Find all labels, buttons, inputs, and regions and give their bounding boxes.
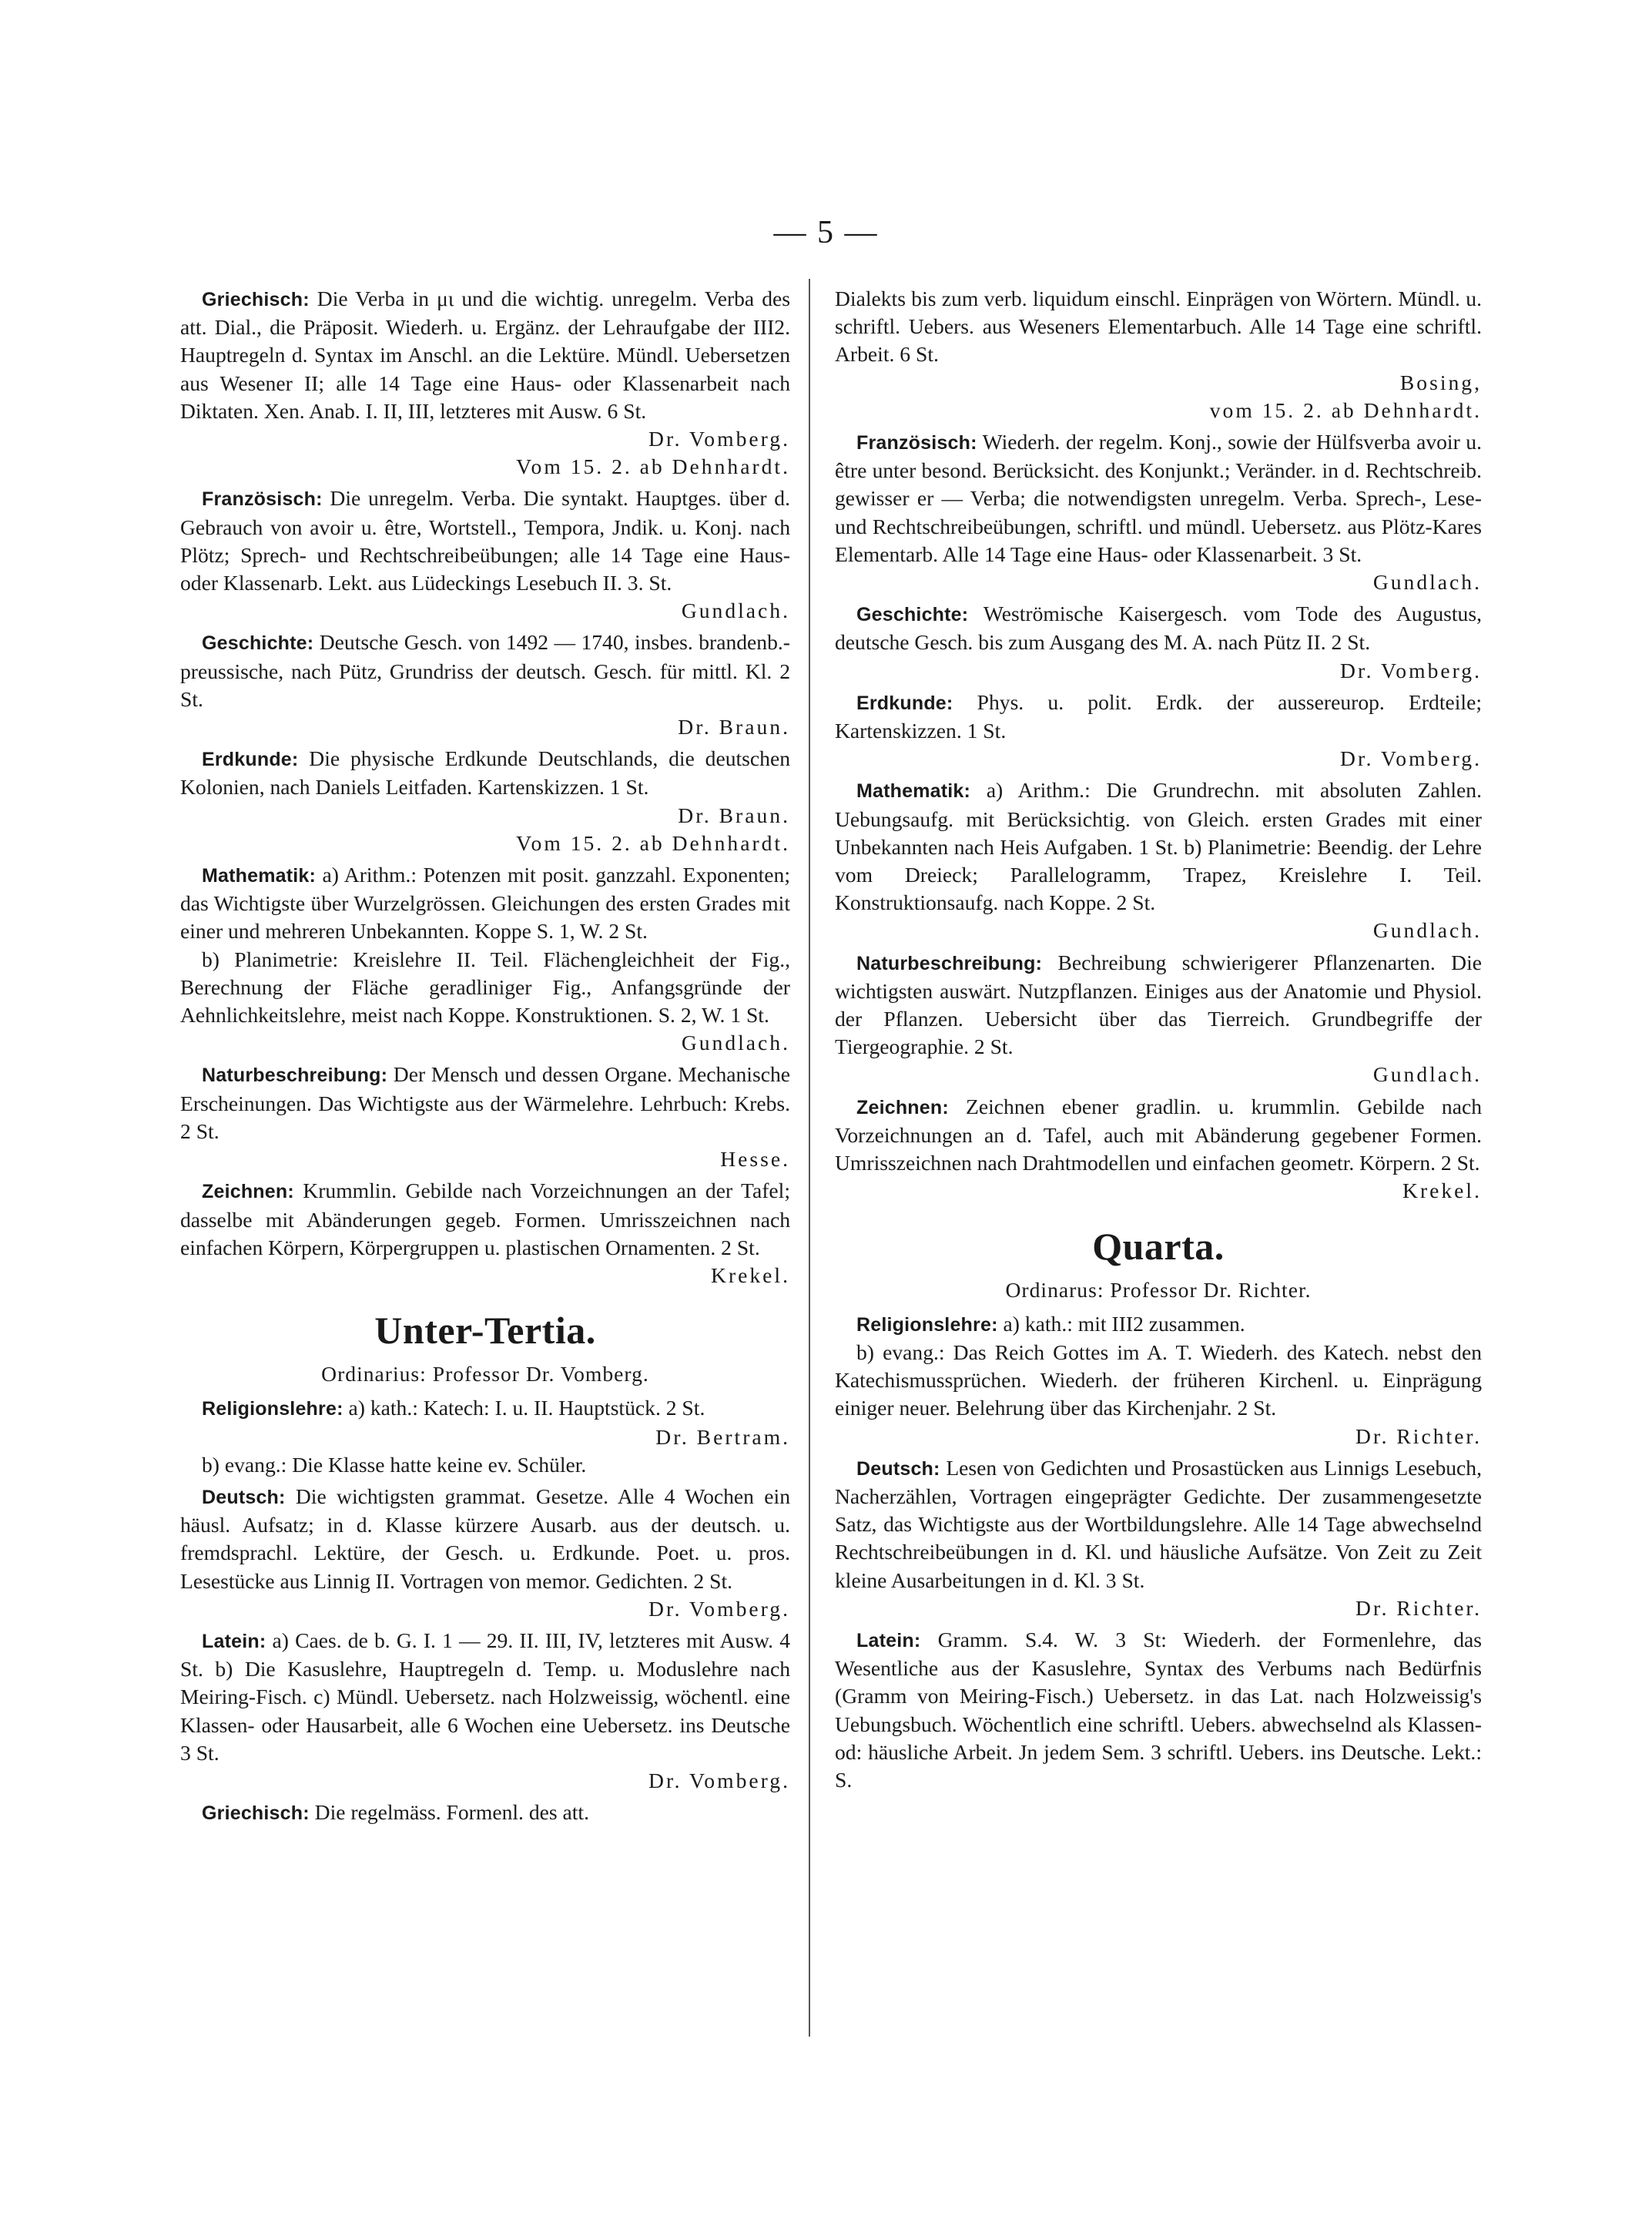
section-text: Bechreibung schwierigerer Pflanzenarten. Die wichtigsten auswärt. Nutzpflanzen. Einiges aus der Anatomie und Physiol. der Pflanzen. Uebersicht über das Tierreich. Grundbegriffe der Tiergeographie. 2 St. [835,950,1482,1059]
subject-label: Latein: [856,1629,921,1651]
section-text: Phys. u. polit. Erdk. der aussereurop. Erdteile; Kartenskizzen. 1 St. [835,689,1483,743]
teacher-signature: Dr. Richter. [1355,1595,1482,1620]
subject-label: Erdkunde: [856,692,953,714]
subject-label: Latein: [202,1630,266,1652]
subject-label: Naturbeschreibung: [856,952,1043,974]
section-text: Weströmische Kaisergesch. vom Tode des Augustus, deutsche Gesch. bis zum Ausgang des M. A. nach Pütz II. 2 St. [835,602,1482,655]
teacher-signature: vom 15. 2. ab Dehnhardt. [1209,397,1482,422]
section-text: a) Caes. de b. G. I. 1 — 29. II. III, IV, letzteres mit Ausw. 4 St. b) Die Kasuslehre, Hauptregeln d. Temp. u. Moduslehre nach Meiring-Fisch. c) Mündl. Uebersetz. nach Holzweissig, wöchentl. eine Klassen- oder Hausarbeit, alle 6 Wochen eine Uebersetz. ins Deutsche 3 St. [180,1628,790,1765]
subject-label: Deutsch: [202,1486,286,1508]
zeichnen-section [835,1093,1482,1205]
subject-label: Mathematik: [856,780,971,803]
erdkunde-section [835,689,1482,773]
zeichnen-section [180,1177,790,1289]
deutsch-section [180,1483,790,1623]
subject-label: Zeichnen: [202,1181,294,1203]
subject-label: Zeichnen: [856,1096,949,1118]
page-number: — 5 — [773,215,879,250]
subject-label: Mathematik: [202,865,317,887]
teacher-signature: Dr. Vomberg. [648,1596,790,1621]
subject-label: Deutsch: [856,1457,940,1480]
latein-section [835,1626,1482,1794]
subject-label: Griechisch: [202,1802,310,1825]
section-text: Die regelmäss. Formenl. des att. [314,1800,589,1825]
section-text: Der Mensch und dessen Organe. Mechanische Erscheinungen. Das Wichtigste aus der Wärmelehre. Lehrbuch: Krebs. 2 St. [180,1062,790,1143]
griechisch-section [180,1799,790,1827]
section-text: Lesen von Gedichten und Prosastücken aus Linnigs Lesebuch, Nacherzählen, Vortragen eingeprägter Gedichte. Der zusammengesetzte Satz, das Wichtigste aus der Wortbildungslehre. Alle 14 Tage abwechselnd Rechtschreibeübungen in d. Kl. und häusliche Aufsätze. Von Zeit zu Zeit kleine Ausarbeitungen in d. Kl. 3 St. [835,1455,1482,1592]
section-text: b) evang.: Das Reich Gottes im A. T. Wiederh. des Katech. nebst den Katechismussprüchen. Wiederh. der früheren Kirchenl. u. Einprägung einiger neuer. Belehrung über das Kirchenjahr. 2 St. [835,1340,1482,1420]
teacher-signature: Dr. Vomberg. [1340,746,1482,771]
teacher-signature: Dr. Bertram. [655,1424,790,1449]
section-text: Dialekts bis zum verb. liquidum einschl. Einprägen von Wörtern. Mündl. u. schriftl. Uebers. aus Weseners Elementarbuch. Alle 14 Tage eine schriftl. Arbeit. 6 St. [835,287,1482,367]
naturbeschreibung-section [835,949,1482,1089]
section-text: Krummlin. Gebilde nach Vorzeichnungen an der Tafel; dasselbe mit Abänderungen gegeb. Formen. Umrisszeichnen nach einfachen Körpern, Körpergruppen u. plastischen Ornamenten. 2 St. [180,1179,790,1259]
teacher-signature: Dr. Vomberg. [648,427,790,451]
class-heading: Unter-Tertia. [374,1309,596,1353]
teacher-signature: Vom 15. 2. ab Dehnhardt. [516,830,790,855]
teacher-signature: Dr. Braun. [678,803,790,827]
right-column [835,285,1482,1798]
mathematik-section [180,861,790,1057]
teacher-signature: Gundlach. [1372,918,1482,943]
subject-label: Erdkunde: [202,749,299,771]
teacher-signature: Bosing, [1399,370,1482,394]
teacher-signature: Krekel. [1402,1179,1482,1203]
subject-label: Religionslehre: [202,1398,343,1420]
teacher-signature: Dr. Vomberg. [1340,658,1482,682]
teacher-signature: Hesse. [720,1147,790,1172]
franzoesisch-section [180,484,790,625]
subject-label: Geschichte: [202,632,314,655]
subject-label: Französisch: [202,488,323,511]
religionslehre-section [835,1310,1482,1450]
teacher-signature: Gundlach. [1372,1062,1482,1087]
section-text: a) kath.: mit III2 zusammen. [1003,1311,1245,1336]
teacher-signature: Gundlach. [1372,570,1482,595]
section-text: a) kath.: Katech: I. u. II. Hauptstück. 2 St. [348,1396,705,1420]
section-text: b) evang.: Die Klasse hatte keine ev. Schüler. [202,1452,587,1477]
franzoesisch-section [835,428,1482,596]
geschichte-section [835,600,1482,685]
naturbeschreibung-section [180,1061,790,1173]
subject-label: Griechisch: [202,289,310,310]
subject-label: Französisch: [856,432,977,454]
subject-label: Naturbeschreibung: [202,1065,388,1087]
mathematik-section [835,776,1482,944]
section-text: Deutsche Gesch. von 1492 — 1740, insbes. brandenb.- preussische, nach Pütz, Grundriss der deutsch. Gesch. für mittl. Kl. 2 St. [180,630,790,711]
teacher-signature: Dr. Braun. [678,715,790,739]
teacher-signature: Dr. Richter. [1355,1423,1482,1448]
section-text: b) Planimetrie: Kreislehre II. Teil. Flächengleichheit der Fig., Berechnung der Fläche geradliniger Fig., Anfangsgründe der Aehnlichkeitslehre, meist nach Koppe. Konstruktionen. S. 2, W. 1 St. [180,947,790,1028]
section-text: Die unregelm. Verba. Die syntakt. Hauptges. über d. Gebrauch von avoir u. être, Wortstell., Tempora, Jndik. u. Konj. nach Plötz; Sprech- und Rechtschreibeübungen; alle 14 Tage eine Haus- oder Klassenarb. Lekt. aus Lüdeckings Lesebuch II. 3. St. [180,486,790,595]
subject-label: Geschichte: [856,604,969,626]
section-text: Wiederh. der regelm. Konj., sowie der Hülfsverba avoir u. être unter besond. Berücksicht. des Konjunkt.; Veränder. in d. Rechtschreib. gewisser er — Verba; die notwendigsten unregelm. Verba. Sprech-, Lese- und Rechtschreibeübungen, schriftl. und mündl. Uebersetz. aus Plötz-Kares Elementarb. Alle 14 Tage eine Haus- oder Klassenarbeit. 3 St. [835,430,1483,566]
erdkunde-section [180,745,790,857]
section-text: a) Arithm.: Die Grundrechn. mit absoluten Zahlen. Uebungsaufg. mit Berücksichtig. von Gleich. ersten Grades mit einer Unbekannten nach Heis Aufgaben. 1 St. b) Planimetrie: Beendig. der Lehre vom Dreieck; Parallelogramm, Trapez, Kreislehre I. Teil. Konstruktionsaufg. nach Koppe. 2 St. [835,778,1482,915]
teacher-signature: Gundlach. [681,598,790,623]
ordinarius-line: Ordinarus: Professor Dr. Richter. [1005,1277,1312,1302]
ordinarius-line: Ordinarius: Professor Dr. Vomberg. [321,1362,649,1386]
teacher-signature: Vom 15. 2. ab Dehnhardt. [516,454,790,479]
griechisch-section [180,285,790,481]
section-text: Zeichnen ebener gradlin. u. krummlin. Gebilde nach Vorzeichnungen an d. Tafel, auch mit Abänderung gegebener Formen. Umrisszeichnen nach Drahtmodellen und einfachen geometr. Körpern. 2 St. [835,1094,1483,1175]
class-heading: Quarta. [1092,1224,1225,1268]
religionslehre-section [180,1394,790,1479]
column-divider [809,279,810,2037]
section-text: a) Arithm.: Potenzen mit posit. ganzzahl. Exponenten; das Wichtigste über Wurzelgrössen. Gleichungen des ersten Grades mit einer und mehreren Unbekannten. Koppe S. 1, W. 2 St. [180,863,790,944]
geschichte-section [180,629,790,741]
teacher-signature: Dr. Vomberg. [648,1768,790,1792]
deutsch-section [835,1454,1482,1622]
section-text: Gramm. S.4. W. 3 St: Wiederh. der Formenlehre, das Wesentliche aus der Kasuslehre, Syntax des Verbums nach Bedürfnis (Gramm von Meiring-Fisch.) Uebersetz. in das Lat. nach Holzweissig's Uebungsbuch. Wöchentlich eine schriftl. Uebers. abwechselnd als Klassen- od: häusliche Arbeit. Jn jedem Sem. 3 schriftl. Uebers. ins Deutsche. Lekt.: S. [835,1627,1482,1792]
section-text: Die Verba in μι und die wichtig. unregelm. Verba des att. Dial., die Präposit. Wiederh. u. Ergänz. der Lehraufgabe der III2. Hauptregeln d. Syntax im Anschl. an die Lektüre. Mündl. Uebersetzen aus Wesener II; alle 14 Tage eine Haus- oder Klassenarbeit nach Diktaten. Xen. Anab. I. II, III, letzteres mit Ausw. 6 St. [180,287,790,423]
section-text: Die physische Erdkunde Deutschlands, die deutschen Kolonien, nach Daniels Leitfaden. Kartenskizzen. 1 St. [180,746,790,800]
section-text: Die wichtigsten grammat. Gesetze. Alle 4 Wochen ein häusl. Aufsatz; in d. Klasse kürzere Ausarb. aus der deutsch. u. fremdsprachl. Lektüre, der Gesch. u. Erdkunde. Poet. u. pros. Lesestücke aus Linnig II. Vortragen von memor. Gedichten. 2 St. [180,1484,790,1593]
latein-section [180,1627,790,1795]
left-column [180,285,790,1831]
subject-label: Religionslehre: [856,1313,998,1336]
griechisch-continuation [835,285,1482,424]
teacher-signature: Gundlach. [681,1031,790,1055]
teacher-signature: Krekel. [711,1262,790,1287]
